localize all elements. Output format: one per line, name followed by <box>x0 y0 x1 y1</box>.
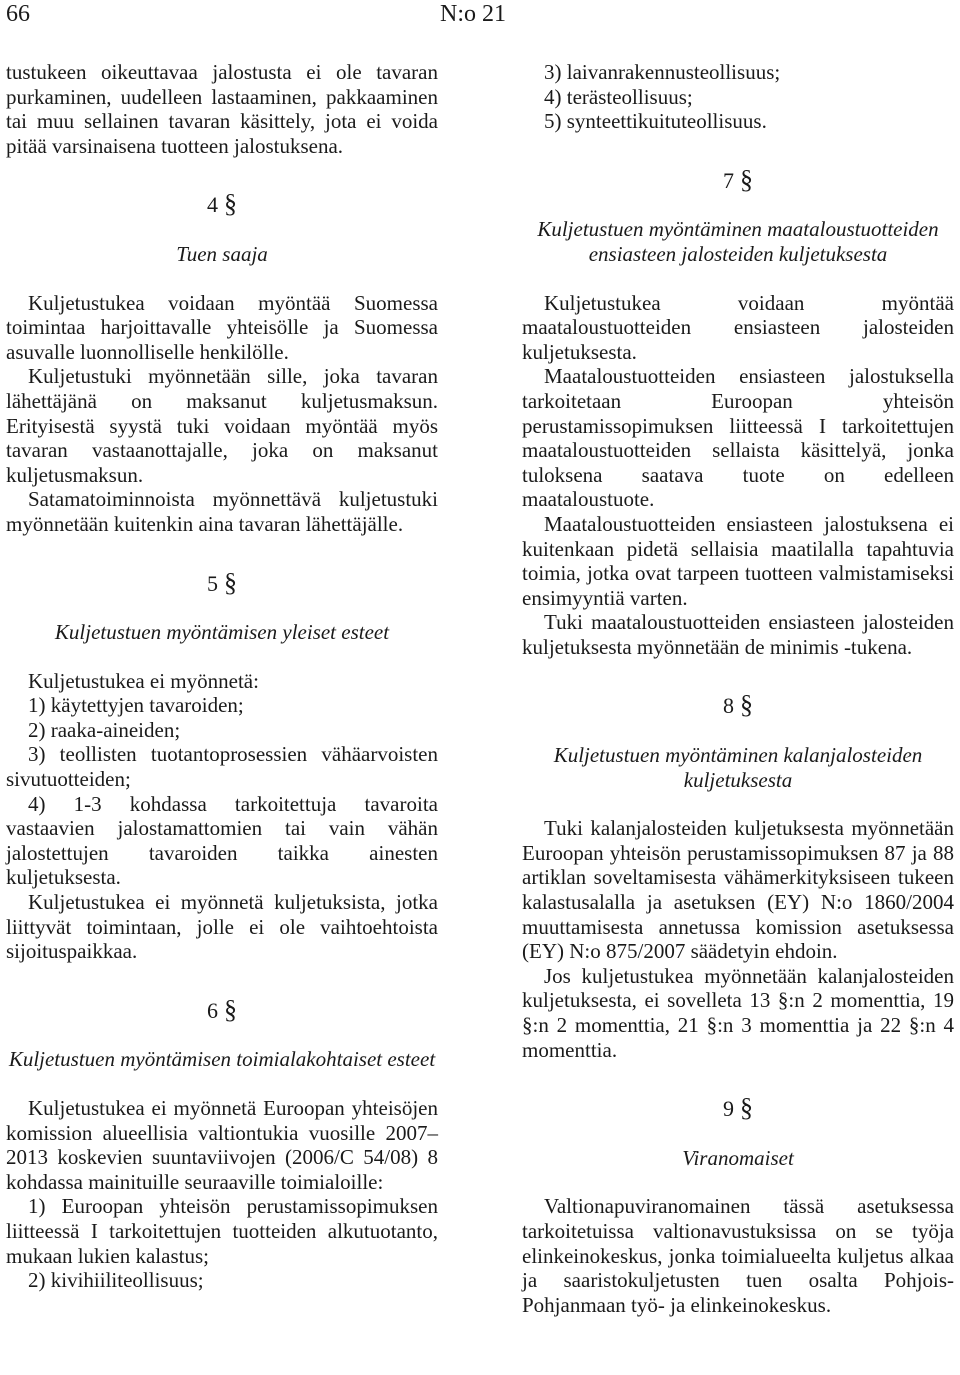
paragraph: Satamatoiminnoista myönnettävä kuljetustuki myönnetään kuitenkin aina tavaran lähettäjälle. <box>6 487 438 536</box>
section-sign: § <box>740 1093 753 1123</box>
paragraph: Jos kuljetustukea myönnetään kalanjalosteiden kuljetuksesta, ei sovelleta 13 §:n 2 momenttia, 19 §:n 2 momenttia, 21 §:n 3 momenttia ja 22 §:n 4 momenttia. <box>522 963 954 1062</box>
section-7-heading <box>522 164 954 194</box>
list-item: 3) laivanrakennusteollisuus; <box>544 60 781 84</box>
right-column <box>522 60 954 1317</box>
section-8-title: Kuljetustuen myöntäminen kalanjalosteiden kuljetuksesta <box>553 743 923 792</box>
continued-paragraph: tustukeen oikeuttavaa jalostusta ei ole tavaran purkaminen, uudelleen lastaaminen, pakkaaminen tai muu sellainen tavaran käsittely, jota ei voida pitää varsinaisena tuotteen jalostuksena. <box>6 60 438 158</box>
section-7-title: Kuljetustuen myöntäminen maataloustuotteiden ensiasteen jalosteiden kuljetuksesta <box>537 217 939 266</box>
section-number: 9 <box>723 1096 734 1122</box>
section-6-title: Kuljetustuen myöntämisen toimialakohtaiset esteet <box>8 1047 436 1072</box>
section-number: 4 <box>207 192 218 218</box>
section-5-heading <box>6 567 438 597</box>
section-number: 6 <box>207 997 218 1023</box>
list-item: 1) Euroopan yhteisön perustamissopimuksen liitteessä I tarkoitettujen tuotteiden alkutuotanto, mukaan lukien kalastus; <box>6 1194 438 1268</box>
paragraph: Kuljetustukea ei myönnetä Euroopan yhteisöjen komission alueellisia valtiontukia vuosille 2007–2013 koskevien suuntaviivojen (2006/C 54/08) 8 kohdassa mainituille seuraaville toimialoille: <box>6 1096 438 1194</box>
left-column <box>6 60 438 1293</box>
list-item: 4) terästeollisuus; <box>544 84 693 109</box>
list-item: 2) kivihiiliteollisuus; <box>28 1268 204 1293</box>
paragraph: Maataloustuotteiden ensiasteen jalostuksena ei kuitenkaan pidetä sellaisia maatilalla tapahtuvia toimia, jotka ovat tarpeen tuotteen valmistamiseksi ensimyyntiä varten. <box>522 511 954 610</box>
list-item: 4) 1-3 kohdassa tarkoitettuja tavaroita vastaavien jalostamattomien tai vain vähän jalostettujen tavaroiden taikka ainesten kuljetuksesta. <box>6 791 438 890</box>
section-5-title: Kuljetustuen myöntämisen yleiset esteet <box>54 620 390 645</box>
paragraph: Kuljetustuki myönnetään sille, joka tavaran lähettäjänä on maksanut kuljetusmaksun. Erityisestä syystä tuki voidaan myöntää myös tavaran vastaanottajalle, joka on maksanut kuljetusmaksun. <box>6 364 438 487</box>
list-item: 2) raaka-aineiden; <box>28 717 181 742</box>
list-item: 3) teollisten tuotantoprosessien vähäarvoisten sivutuotteiden; <box>6 742 438 792</box>
section-number: 5 <box>207 570 218 596</box>
section-8-heading <box>522 690 954 720</box>
paragraph: Tuki kalanjalosteiden kuljetuksesta myönnetään Euroopan yhteisön perustamissopimuksen 87 ja 88 artiklan soveltamisesta vähämerkityksiseen tukeen kalastusalalla ja asetuksen (EY) N:o 1860/2004 muuttamisesta annetussa komission asetuksessa (EY) N:o 875/2007 säädetyin ehdoin. <box>522 816 954 964</box>
section-sign: § <box>224 189 237 219</box>
section-sign: § <box>740 690 753 720</box>
section-sign: § <box>224 567 237 597</box>
page-number: 66 <box>6 1 30 27</box>
section-number: 8 <box>723 693 734 719</box>
section-sign: § <box>224 994 237 1024</box>
section-9-title: Viranomaiset <box>682 1145 794 1170</box>
paragraph: Kuljetustukea ei myönnetä kuljetuksista, jotka liittyvät toimintaan, jolle ei ole vaihtoehtoista sijoituspaikkaa. <box>6 890 438 964</box>
list-item: 1) käytettyjen tavaroiden; <box>28 693 244 718</box>
section-6-heading <box>6 994 438 1024</box>
list-item: 5) synteettikuituteollisuus. <box>544 109 767 134</box>
section-4-title: Tuen saaja <box>176 241 268 266</box>
issue-number: N:o 21 <box>440 1 506 27</box>
paragraph: Tuki maataloustuotteiden ensiasteen jalosteiden kuljetuksesta myönnetään de minimis -tukena. <box>522 610 954 659</box>
paragraph: Kuljetustukea voidaan myöntää maataloustuotteiden ensiasteen jalosteiden kuljetuksesta. <box>522 290 954 364</box>
paragraph: Kuljetustukea voidaan myöntää Suomessa toimintaa harjoittavalle yhteisölle ja Suomessa asuvalle luonnolliselle henkilölle. <box>6 290 438 364</box>
paragraph: Valtionapuviranomainen tässä asetuksessa tarkoitetuissa valtionavustuksissa on se työja elinkeinokeskus, jonka toimialueelta kuljetus alkaa ja saaristokuljetusten tuen osalta Pohjois-Pohjanmaan työ- ja elinkeinokeskus. <box>522 1194 954 1317</box>
section-number: 7 <box>723 167 734 193</box>
section-4-heading <box>6 189 438 219</box>
section-9-heading <box>522 1093 954 1123</box>
section-sign: § <box>740 164 753 194</box>
paragraph: Kuljetustukea ei myönnetä: <box>28 668 259 693</box>
paragraph: Maataloustuotteiden ensiasteen jalostuksella tarkoitetaan Euroopan yhteisön perustamissopimuksen liitteessä I tarkoitettujen maataloustuotteiden sellaista käsittelyä, jonka tuloksena saatava tuote on edelleen maataloustuote. <box>522 364 954 512</box>
